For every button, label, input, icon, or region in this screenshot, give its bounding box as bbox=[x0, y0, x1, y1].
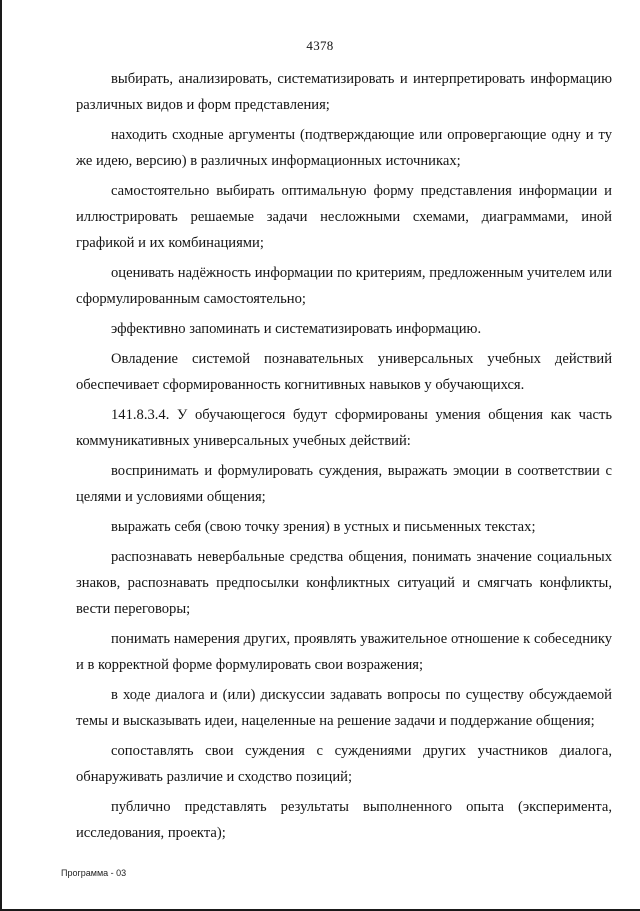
paragraph: самостоятельно выбирать оптимальную форму представления информации и иллюстрировать решаемые задачи несложными схемами, диаграммами, иной графикой и их комбинациями; bbox=[76, 183, 612, 251]
paragraph: оценивать надёжность информации по критериям, предложенным учителем или сформулированным самостоятельно; bbox=[76, 265, 612, 307]
page-number: 4378 bbox=[306, 38, 334, 53]
paragraph: публично представлять результаты выполненного опыта (эксперимента, исследования, проекта); bbox=[76, 799, 612, 841]
document-body bbox=[76, 66, 612, 850]
scan-border-left bbox=[0, 0, 2, 911]
paragraph: эффективно запоминать и систематизировать информацию. bbox=[111, 321, 482, 337]
paragraph: 141.8.3.4. У обучающегося будут сформированы умения общения как часть коммуникативных универсальных учебных действий: bbox=[76, 407, 612, 449]
paragraph: Овладение системой познавательных универсальных учебных действий обеспечивает сформированность когнитивных навыков у обучающихся. bbox=[76, 351, 612, 393]
paragraph: выражать себя (свою точку зрения) в устных и письменных текстах; bbox=[111, 519, 536, 535]
paragraph: находить сходные аргументы (подтверждающие или опровергающие одну и ту же идею, версию) в различных информационных источниках; bbox=[76, 127, 612, 169]
paragraph: выбирать, анализировать, систематизировать и интерпретировать информацию различных видов и форм представления; bbox=[76, 71, 612, 113]
paragraph: понимать намерения других, проявлять уважительное отношение к собеседнику и в корректной форме формулировать свои возражения; bbox=[76, 631, 612, 673]
paragraph: в ходе диалога и (или) дискуссии задавать вопросы по существу обсуждаемой темы и высказывать идеи, нацеленные на решение задачи и поддержание общения; bbox=[76, 687, 612, 729]
footer-label: Программа - 03 bbox=[61, 868, 127, 878]
paragraph: воспринимать и формулировать суждения, выражать эмоции в соответствии с целями и условиями общения; bbox=[76, 463, 612, 505]
paragraph: сопоставлять свои суждения с суждениями других участников диалога, обнаруживать различие и сходство позиций; bbox=[76, 743, 612, 785]
paragraph: распознавать невербальные средства общения, понимать значение социальных знаков, распознавать предпосылки конфликтных ситуаций и смягчать конфликты, вести переговоры; bbox=[76, 549, 612, 617]
